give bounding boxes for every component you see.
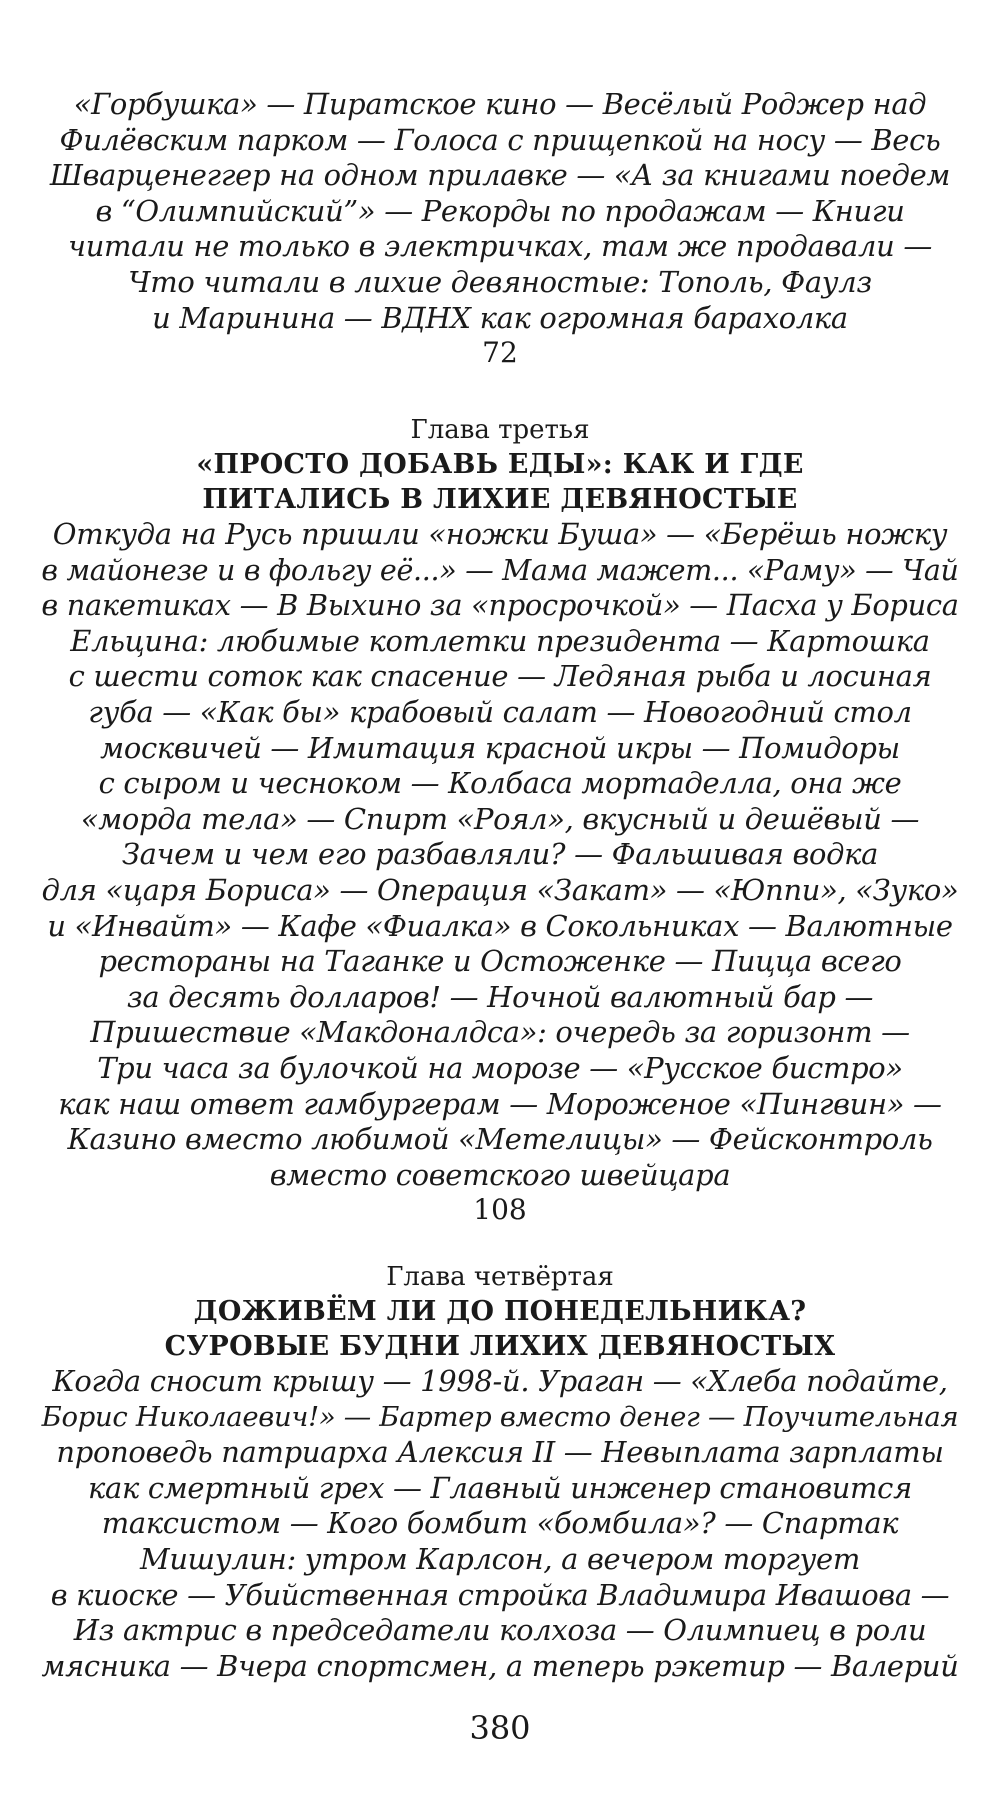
description-line: и Маринина — ВДНХ как огромная барахолка bbox=[152, 300, 848, 335]
description-line: мясника — Вчера спортсмен, а теперь рэкетир — Валерий bbox=[41, 1648, 959, 1683]
chapter-title bbox=[40, 447, 960, 517]
description-line: как наш ответ гамбургерам — Мороженое «Пингвин» — bbox=[58, 1086, 942, 1121]
description-line: с шести соток как спасение — Ледяная рыба и лосиная bbox=[68, 659, 932, 694]
chapter-title-line: ДОЖИВЁМ ЛИ ДО ПОНЕДЕЛЬНИКА? bbox=[193, 1296, 807, 1327]
description-line: москвичей — Имитация красной икры — Помидоры bbox=[100, 730, 900, 765]
description-line: таксистом — Кого бомбит «бомбила»? — Спартак bbox=[101, 1506, 899, 1541]
description-line: Откуда на Русь пришли «ножки Буша» — «Берёшь ножку bbox=[52, 517, 948, 551]
description-line: «Горбушка» — Пиратское кино — Весёлый Роджер над bbox=[73, 87, 927, 121]
description-line: Борис Николаевич!» — Бартер вместо денег — Поучительная bbox=[41, 1401, 959, 1433]
chapter-title-line: «ПРОСТО ДОБАВЬ ЕДЫ»: КАК И ГДЕ bbox=[196, 449, 804, 480]
description-line: как смертный грех — Главный инженер становится bbox=[88, 1470, 912, 1505]
description-line: Зачем и чем его разбавляли? — Фальшивая водка bbox=[121, 837, 879, 872]
chapter-3-description bbox=[40, 517, 960, 1193]
description-line: Что читали в лихие девяностые: Тополь, Фаулз bbox=[128, 264, 872, 299]
chapter-title-line: ПИТАЛИСЬ В ЛИХИЕ ДЕВЯНОСТЫЕ bbox=[202, 484, 798, 515]
description-line: для «царя Бориса» — Операция «Закат» — «Юппи», «Зуко» bbox=[41, 872, 959, 907]
description-line: рестораны на Таганке и Остоженке — Пицца всего bbox=[98, 944, 902, 979]
description-line: с сыром и чесноком — Колбаса мортаделла, она же bbox=[98, 766, 902, 801]
description-line: Ельцина: любимые котлетки президента — Картошка bbox=[70, 623, 930, 658]
toc-page-number: 108 bbox=[473, 1193, 527, 1227]
description-line: проповедь патриарха Алексия II — Невыплата зарплаты bbox=[56, 1435, 944, 1470]
page-footer-number: 380 bbox=[469, 1709, 531, 1747]
description-line: в майонезе и в фольгу её...» — Мама мажет... «Раму» — Чай bbox=[41, 553, 959, 587]
chapter-title-line: СУРОВЫЕ БУДНИ ЛИХИХ ДЕВЯНОСТЫХ bbox=[164, 1331, 836, 1362]
toc-entry-chapter-3 bbox=[40, 413, 960, 1227]
chapter-label: Глава четвёртая bbox=[386, 1262, 614, 1292]
description-line: Казино вместо любимой «Метелицы» — Фейсконтроль bbox=[67, 1122, 933, 1157]
description-line: Шварценеггер на одном прилавке — «А за книгами поедем bbox=[49, 158, 951, 193]
description-line: Пришествие «Макдоналдса»: очередь за горизонт — bbox=[90, 1015, 910, 1050]
toc-entry-chapter-2-tail bbox=[40, 87, 960, 370]
chapter-label: Глава третья bbox=[410, 415, 590, 445]
description-line: Филёвским парком — Голоса с прищепкой на носу — Весь bbox=[59, 122, 941, 157]
description-line: в “Олимпийский”» — Рекорды по продажам — Книги bbox=[95, 193, 905, 228]
description-line: «морда тела» — Спирт «Роял», вкусный и дешёвый — bbox=[80, 801, 920, 836]
chapter-4-description bbox=[40, 1364, 960, 1684]
description-line: и «Инвайт» — Кафе «Фиалка» в Сокольниках — Валютные bbox=[47, 908, 953, 943]
description-line: за десять долларов! — Ночной валютный бар — bbox=[126, 979, 874, 1014]
toc-entry-chapter-4 bbox=[40, 1260, 960, 1684]
description-line: в киоске — Убийственная стройка Владимира Ивашова — bbox=[50, 1577, 950, 1612]
description-line: Из актрис в председатели колхоза — Олимпиец в роли bbox=[73, 1613, 927, 1648]
description-line: Когда сносит крышу — 1998-й. Ураган — «Хлеба подайте, bbox=[52, 1364, 948, 1398]
description-line: читали не только в электричках, там же продавали — bbox=[68, 229, 932, 264]
description-line: Три часа за булочкой на морозе — «Русское бистро» bbox=[97, 1050, 903, 1085]
description-line: в пакетиках — В Выхино за «просрочкой» — Пасха у Бориса bbox=[41, 588, 959, 623]
description-line: вместо советского швейцара bbox=[269, 1157, 731, 1192]
toc-page-number: 72 bbox=[482, 336, 518, 370]
chapter-title bbox=[40, 1294, 960, 1364]
description-line: Мишулин: утром Карлсон, а вечером торгует bbox=[140, 1541, 860, 1576]
description-line: губа — «Как бы» крабовый салат — Новогодний стол bbox=[88, 694, 912, 729]
chapter-2-description bbox=[40, 87, 960, 336]
